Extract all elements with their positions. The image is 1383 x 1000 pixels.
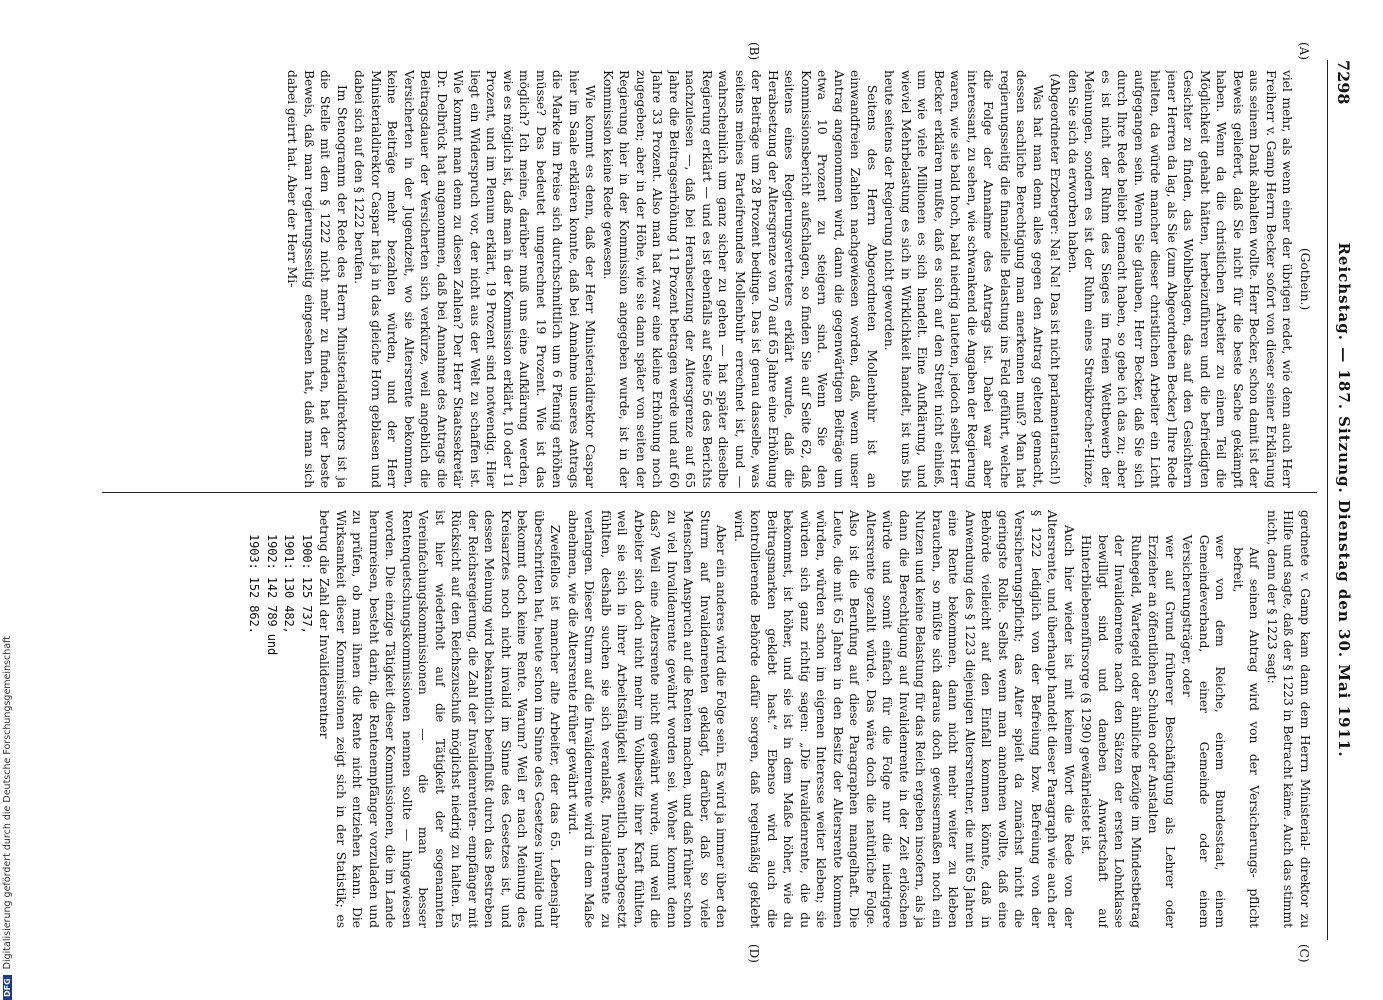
header-rule (1327, 60, 1328, 940)
page-number: 7298 (1334, 60, 1353, 105)
table-row: 1900: 125 737, (300, 534, 314, 634)
dfg-logo: DFG (3, 975, 12, 1000)
paragraph: viel mehr, als wenn einer der übrigen redet, wie denn auch Herr Freiherr v. Gamp Herrn Becker sofort von dieser seiner Erklärung aus seinem Dank abhalten wollte. Herr Becker, schon damit ist der Beweis geliefert, daß Sie nicht für die beste Sache gekämpft haben. Wenn da die christlichen Arbeiter zu einem Teil die Möglichkeit gehabt hätten, herbeizuführen und die befriedigten Gesichter zu finden, das Wohlbehagen, das auf den Gesichtern jener Herren da lag, als Sie (zum Abgeordneten Becker) Ihre Rede hielten, da würde mancher dieser christlichen Arbeiter ein Licht aufgegangen sein. Wenn Sie glauben, Herr Becker, daß Sie sich durch Ihre Rede beliebt gemacht haben, so gebe ich das zu; aber es ist nicht der Ruhm des Sieges im freien Wettbewerb der Meinungen, sondern es ist der Ruhm eines Streikbrecher-Hinze, den Sie sich da erworben haben. (1066, 70, 1296, 488)
margin-mark-c: (C) (1297, 944, 1311, 963)
paragraph: Seitens des Herrn Abgeordneten Mollenbuhr ist an einwandfreien Zahlen nachgewiesen worden, daß, wenn unser Antrag angenommen wird, dann die gegenwärtigen Beiträge um etwa 10 Prozent zu steigern sind. Wenn Sie den Kommissionsbericht aufschlagen, so finden Sie auf Seite 62, daß seitens eines Regierungsvertreters erklärt wurde, daß die Herabsetzung der Altersgrenze von 70 auf 65 Jahre eine Erhöhung der Beiträge um 28 Prozent bedinge. Das ist genau dasselbe, was seitens meines Parteifreundes Mollenbuhr errechnet ist, und — wahrscheinlich um ganz sicher zu gehen — hat später dieselbe Regierung erklärt — und es ist ebenfalls auf Seite 56 des Berichts nachzulesen —, daß bei Herabsetzung der Altersgrenze auf 65 Jahre die Beitragserhöhung 11 Prozent betragen werde und auf 60 Jahre 33 Prozent. Also man hat zwar eine kleine Erhöhung noch zugegeben; aber in der Höhe, wie sie dann später von seiten der Regierung hier in der Kommission angegeben wurde, ist in der Kommission keine Rede gewesen. (601, 70, 880, 488)
speaker-label: (Gothein.) (1298, 247, 1313, 311)
quote-line: Auf seinen Antrag wird von der Versicherungs- pflicht befreit, (1231, 547, 1263, 928)
footer-text: Digitalisierung gefördert durch die Deutsche Forschungsgemeinschaft (2, 636, 13, 970)
page-title: Reichstag. — 187. Sitzung. Dienstag den 30. Mai 1911. (1335, 242, 1353, 758)
paragraph: Wie kommt es denn, daß der Herr Ministerialdirektor Caspar hier im Saale erklären konnte, daß bei Annahme unseres Antrags die Marke im Preise sich durchschnittlich um 6 Pfennig erhöhen müsse? Das bedeutet umgerechnet 19 Prozent. Wie ist das möglich? Ich meine, darüber muß uns eine Aufklärung werden, wie es möglich ist, daß man in der Kommission erklärt, 10 oder 11 Prozent, und im Plenum erklärt, 19 Prozent sind notwendig. Hier liegt ein Widerspruch vor, der nicht aus der Welt zu schaffen ist. Wie kommt man denn zu diesen Zahlen? Der Herr Staatssekretär Dr. Delbrück hat angenommen, daß bei Annahme des Antrags die Beitragsdauer der Versicherten sich verkürze, weil angeblich die Versicherten in der Jugendzeit, wo sie Altersrente bekommen, keine Beiträge mehr bezahlen würden, und der Herr Ministerialdirektor Caspar hat ja in das gleiche Horn geblasen und dabei sich auf den § 1222 berufen. (352, 70, 599, 488)
paragraph: gerdnete v. Gamp kam dann dem Herrn Ministerial- direktor zu Hilfe und sagte, daß der § 1223 in Betracht käme. Auch das stimmt nicht, denn der § 1223 sagt: (1265, 510, 1313, 928)
margin-mark-a: (A) (1297, 42, 1311, 61)
interjection: (Abgeordneter Erzberger: Na! Na! Das ist nicht parlamentarisch!) (1048, 73, 1064, 485)
page-header (1327, 60, 1361, 940)
quote-line: wer auf Grund früherer Beschäftigung als Lehrer oder Erzieher an öffentlichen Schulen oder Anstalten (1146, 534, 1178, 928)
paragraph: Was hat man denn alles gegen den Antrag geltend gemacht, dessen sachliche Berechtigung man anerkennen muß? Man hat regierungsseitig die finanzielle Belastung ins Feld geführt, welche die Folge der Annahme des Antrags ist. Dabei war aber interessant, zu sehen, wie schwankend die Angaben der Regierung waren, wie sie bald hoch, bald niedrig lauteten, jedoch selbst Herr Becker erklären mußte, daß es sich auf den Streit nicht einließ, um wie viele Millionen es sich handelt. Eine Aufklärung, und wieviel Mehrbelastung es sich in Wirklichkeit handelt, ist uns bis heute seitens der Regierung nicht geworden. (882, 70, 1046, 488)
paragraph: Im Stenogramm der Rede des Herrn Ministerialdirektors ist ja die Stelle mit dem § 1222 nicht mehr zu finden, hat der beste Beweis, daß man regierungsseitig eingesehen hat, daß man sich dabei geirrt hat. Aber der Herr Mi- (285, 70, 350, 488)
margin-mark-b: (B) (747, 42, 761, 61)
table-row: 1903: 152 862. (247, 534, 262, 634)
quote-line: wer von dem Reiche, einem Bundesstaat, einem Gemeindeverband, einer Gemeinde oder einem Versicherungsträger, oder (1180, 534, 1229, 928)
column-divider (102, 492, 1317, 493)
paragraph: Aber ein anderes wird die Folge sein. Es wird ja immer über den Sturm auf Invalidenrenten geklagt, darüber, daß so viele Menschen Anspruch auf die Renten machen, und daß früher schon zu viel Invalidenrente gewährt worden sei. Woher kommt denn das? Weil eine Altersrente nicht gewährt wurde, und weil die Arbeiter sich doch nicht mehr im Vollbesitz ihrer Kraft fühlten, weil sie sich in ihrer Arbeitsfähigkeit wesentlich herabgesetzt fühlten, deshalb suchen sie sich veranlaßt, Invalidenrente zu verlangen. Dieser Sturm auf die Invalidenrente wird in dem Maße abnehmen, wie die Altersrente früher gewährt wird. (566, 510, 730, 928)
footer-strip (2, 600, 16, 1000)
paragraph: Auch hier wieder ist mit keinem Wort die Rede von der Altersrente, und überhaupt handelt dieser Paragraph wie auch der § 1222 lediglich von der Befreiung bzw. Befreiung von der Versicherungspflicht; das Alter spielt da zunächst nicht die geringste Rolle. Selbst wenn man annehmen wollte, daß eine Behörde vielleicht auf den Einfall kommen könnte, daß in Anwendung des § 1223 diejenigen Altersrentner, die mit 65 Jahren eine Rente bekommen, dann nicht mehr weiter zu kleben brauchen, so müßte sich daraus doch gewissermaßen noch ein Nutzen und keine Belastung für das Reich ergeben insofern, als ja dann die Berechtigung auf Invalidenrente in der Zeit erlöschen würde und somit einfach für die Folge nur die niedrigere Altersrente gezahlt würde. Das wäre doch die natürliche Folge. Also ist die Berufung auf diese Paragraphen mangelhaft. Die Leute, die mit 65 Jahren in den Besitz der Altersrente kommen würden, würden schon im eigenen Interesse weiter kleben; sie würden sich ganz richtig sagen: „Die Invalidenrente, die du bekommst, ist höher, und sie ist in dem Maße höher, wie du Beitragsmarken geklebt hast.“ Ebenso wird auch die kontrollierende Behörde dafür sorgen, daß regelmäßig geklebt wird. (732, 510, 1077, 928)
margin-mark-d: (D) (747, 944, 761, 963)
quote-line: Ruhegeld, Wartegeld oder ähnliche Bezüge im Mindestbetrag der Invalidenrente nach den Sätzen der ersten Lohnklasse bewilligt sind und daneben Anwartschaft auf Hinterbliebenenfürsorge (§ 1290) gewährleistet ist. (1079, 534, 1144, 928)
table-row: 1902: 142 789 und (265, 534, 279, 656)
left-column (113, 70, 1313, 488)
table-row: 1901: 130 482, (282, 534, 297, 634)
right-column (113, 510, 1313, 928)
paragraph: Zweifellos ist mancher alte Arbeiter, der das 65. Lebensjahr überschritten hat, heute schon im Sinne des Gesetzes invalide und bekommt doch keine Rente. Warum? Weil er nach Meinung des Kreisarztes noch nicht invalid im Sinne des Gesetzes ist, und dessen Meinung wird bekanntlich beeinflußt durch das Bestreben der Reichsregierung, die Zahl der Invalidenrenten- empfänger mit Rücksicht auf den Reichszuschuß möglichst niedrig zu halten. Es ist hier wiederholt auf die Tätigkeit der sogenannten Vereinfachungskommissionen — die man besser Rentenquetschungskommissionen nennen sollte — hingewiesen worden. Die einzige Tätigkeit dieser Kommissionen, die im Lande herumreisen, besteht darin, die Rentenempfänger vorzuladen und zu prüfen, ob man ihnen die Rente nicht entziehen kann. Die Wirksamkeit dieser Kommissionen zeigt sich in der Statistik; es betrug die Zahl der Invalidenrentner (317, 510, 564, 928)
